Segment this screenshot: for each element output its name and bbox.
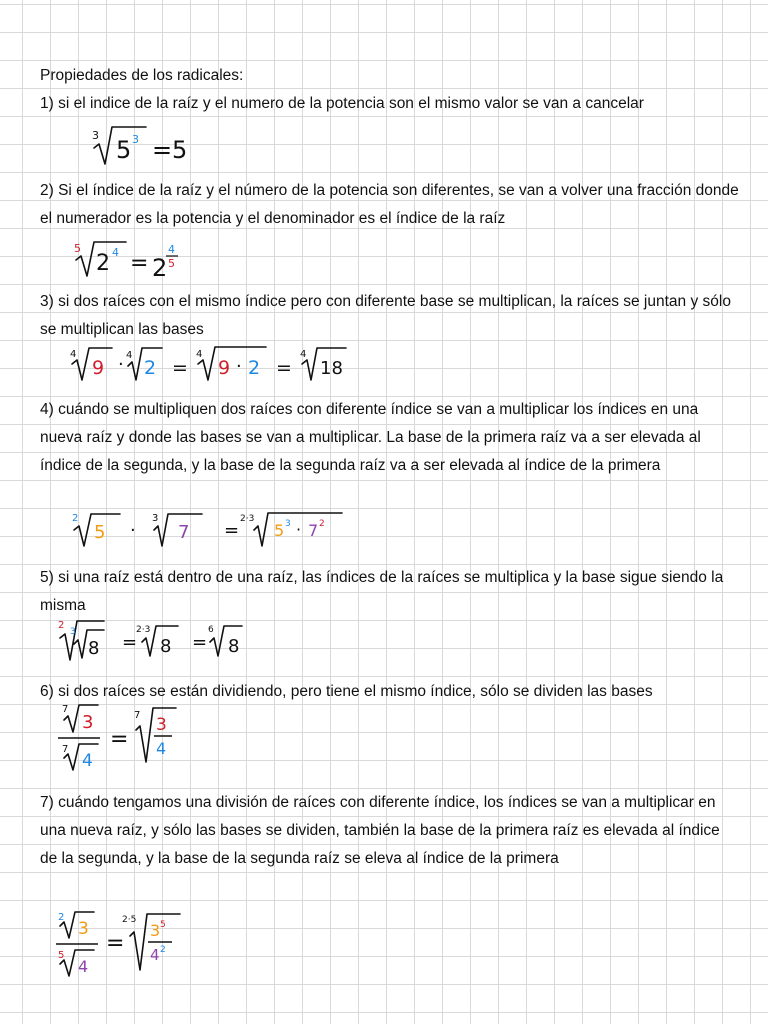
formula-5-base-2: 8 (160, 636, 172, 657)
formula-5-equals-1: = (122, 632, 138, 653)
formula-4-b: 7 (178, 522, 190, 543)
formula-4-equals: = (224, 520, 240, 541)
formula-4-pow-a: 3 (285, 519, 291, 529)
formula-2-exponent-num: 4 (168, 243, 175, 256)
formula-7-pow-num: 5 (160, 920, 166, 930)
formula-2-result-base: 2 (152, 254, 168, 282)
formula-3-result: 18 (320, 358, 343, 379)
formula-1-equals: = (152, 136, 173, 164)
formula-7 (54, 908, 194, 980)
formula-2 (70, 238, 200, 280)
formula-7-result-num: 3 (150, 921, 161, 940)
formula-1-base: 5 (116, 136, 132, 164)
formula-3-dot: · (118, 354, 124, 375)
formula-3-index-1: 4 (70, 349, 77, 360)
formula-4-index-2: 3 (152, 513, 159, 524)
formula-5-equals-2: = (192, 632, 208, 653)
formula-7-equals: = (106, 931, 125, 956)
formula-2-index: 5 (74, 242, 81, 255)
formula-6-index-num: 7 (62, 704, 69, 715)
formula-3-inner-b: 2 (248, 357, 261, 379)
formula-3-index-4: 4 (300, 349, 307, 360)
formula-5-outer-index: 2 (58, 620, 65, 631)
property-1-text: 1) si el indice de la raíz y el numero de la potencia son el mismo valor se van a cancelar (40, 95, 644, 112)
formula-6-result-den: 4 (156, 739, 167, 758)
formula-5-inner-index: 3 (70, 627, 76, 637)
formula-3-b: 2 (144, 357, 157, 379)
formula-7-den: 4 (78, 957, 89, 976)
formula-5-base-3: 8 (228, 636, 240, 657)
formula-1-power: 3 (132, 133, 139, 146)
formula-6-den: 4 (82, 751, 93, 771)
formula-7-new-index: 2·5 (122, 915, 137, 925)
formula-4-inner-b: 7 (308, 521, 319, 540)
property-2-text: 2) Si el índice de la raíz y el número de la potencia son diferentes, se van a volver una fracción donde el numerador es la potencia y el denominador es el índice de la raíz (40, 182, 739, 227)
formula-6-index-den: 7 (62, 744, 69, 755)
formula-3-index-2: 4 (126, 350, 133, 361)
formula-6-result-num: 3 (156, 715, 167, 735)
formula-4-inner-a: 5 (274, 521, 285, 540)
property-6-text: 6) si dos raíces se están dividiendo, pero tiene el mismo índice, sólo se dividen las bases (40, 683, 653, 700)
formula-4-new-index: 2·3 (240, 514, 255, 524)
formula-4-inner-dot: · (296, 520, 302, 539)
formula-1-index: 3 (92, 129, 99, 142)
property-4-text: 4) cuándo se multipliquen dos raíces con diferente índice se van a multiplicar los índices en una nueva raíz y donde las bases se van a multiplicar. La base de la primera raíz va a ser elevada al índice de la segunda, y la base de la segunda raíz va a ser elevada al índice de la primera (40, 401, 701, 474)
formula-5 (56, 618, 266, 664)
formula-3 (66, 344, 356, 384)
formula-2-base: 2 (96, 251, 110, 276)
page-title: Propiedades de los radicales: (40, 67, 244, 84)
formula-4-pow-b: 2 (319, 519, 325, 529)
formula-7-pow-den: 2 (160, 945, 166, 955)
formula-2-power: 4 (112, 246, 119, 259)
formula-7-result-den: 4 (150, 946, 160, 964)
formula-3-a: 9 (92, 357, 105, 379)
formula-3-equals-2: = (276, 357, 292, 379)
formula-7-index-den: 5 (58, 950, 65, 961)
formula-3-index-3: 4 (196, 349, 203, 360)
formula-5-result-index: 6 (208, 625, 214, 635)
formula-4-a: 5 (94, 522, 106, 543)
formula-6 (56, 702, 186, 774)
formula-1 (86, 122, 206, 168)
formula-4-dot: · (130, 520, 136, 541)
formula-6-num: 3 (82, 712, 94, 733)
formula-7-num: 3 (78, 919, 89, 939)
formula-3-inner-dot: · (236, 356, 242, 377)
formula-4 (70, 508, 360, 550)
formula-3-equals-1: = (172, 357, 188, 379)
formula-1-result: 5 (172, 136, 188, 164)
formula-6-index-result: 7 (134, 710, 141, 721)
property-3-text: 3) si dos raíces con el mismo índice pero con diferente base se multiplican, la raíces se juntan y sólo se multiplican las bases (40, 293, 731, 338)
property-7-text: 7) cuándo tengamos una división de raíces con diferente índice, los índices se van a multiplicar en una nueva raíz, y sólo las bases se dividen, también la base de la primera raíz es elevada al índice de la segunda, y la base de la segunda raíz se eleva al índice de la primera (40, 794, 720, 867)
formula-2-equals: = (130, 251, 149, 276)
formula-5-new-index: 2·3 (136, 625, 151, 635)
formula-5-base: 8 (88, 638, 100, 659)
formula-6-equals: = (110, 727, 129, 752)
property-5-text: 5) si una raíz está dentro de una raíz, las índices de la raíces se multiplica y la base sigue siendo la misma (40, 569, 724, 614)
formula-4-index-1: 2 (72, 513, 79, 524)
formula-7-index-num: 2 (58, 912, 65, 923)
formula-2-exponent-den: 5 (168, 257, 175, 270)
formula-3-inner-a: 9 (218, 357, 231, 379)
